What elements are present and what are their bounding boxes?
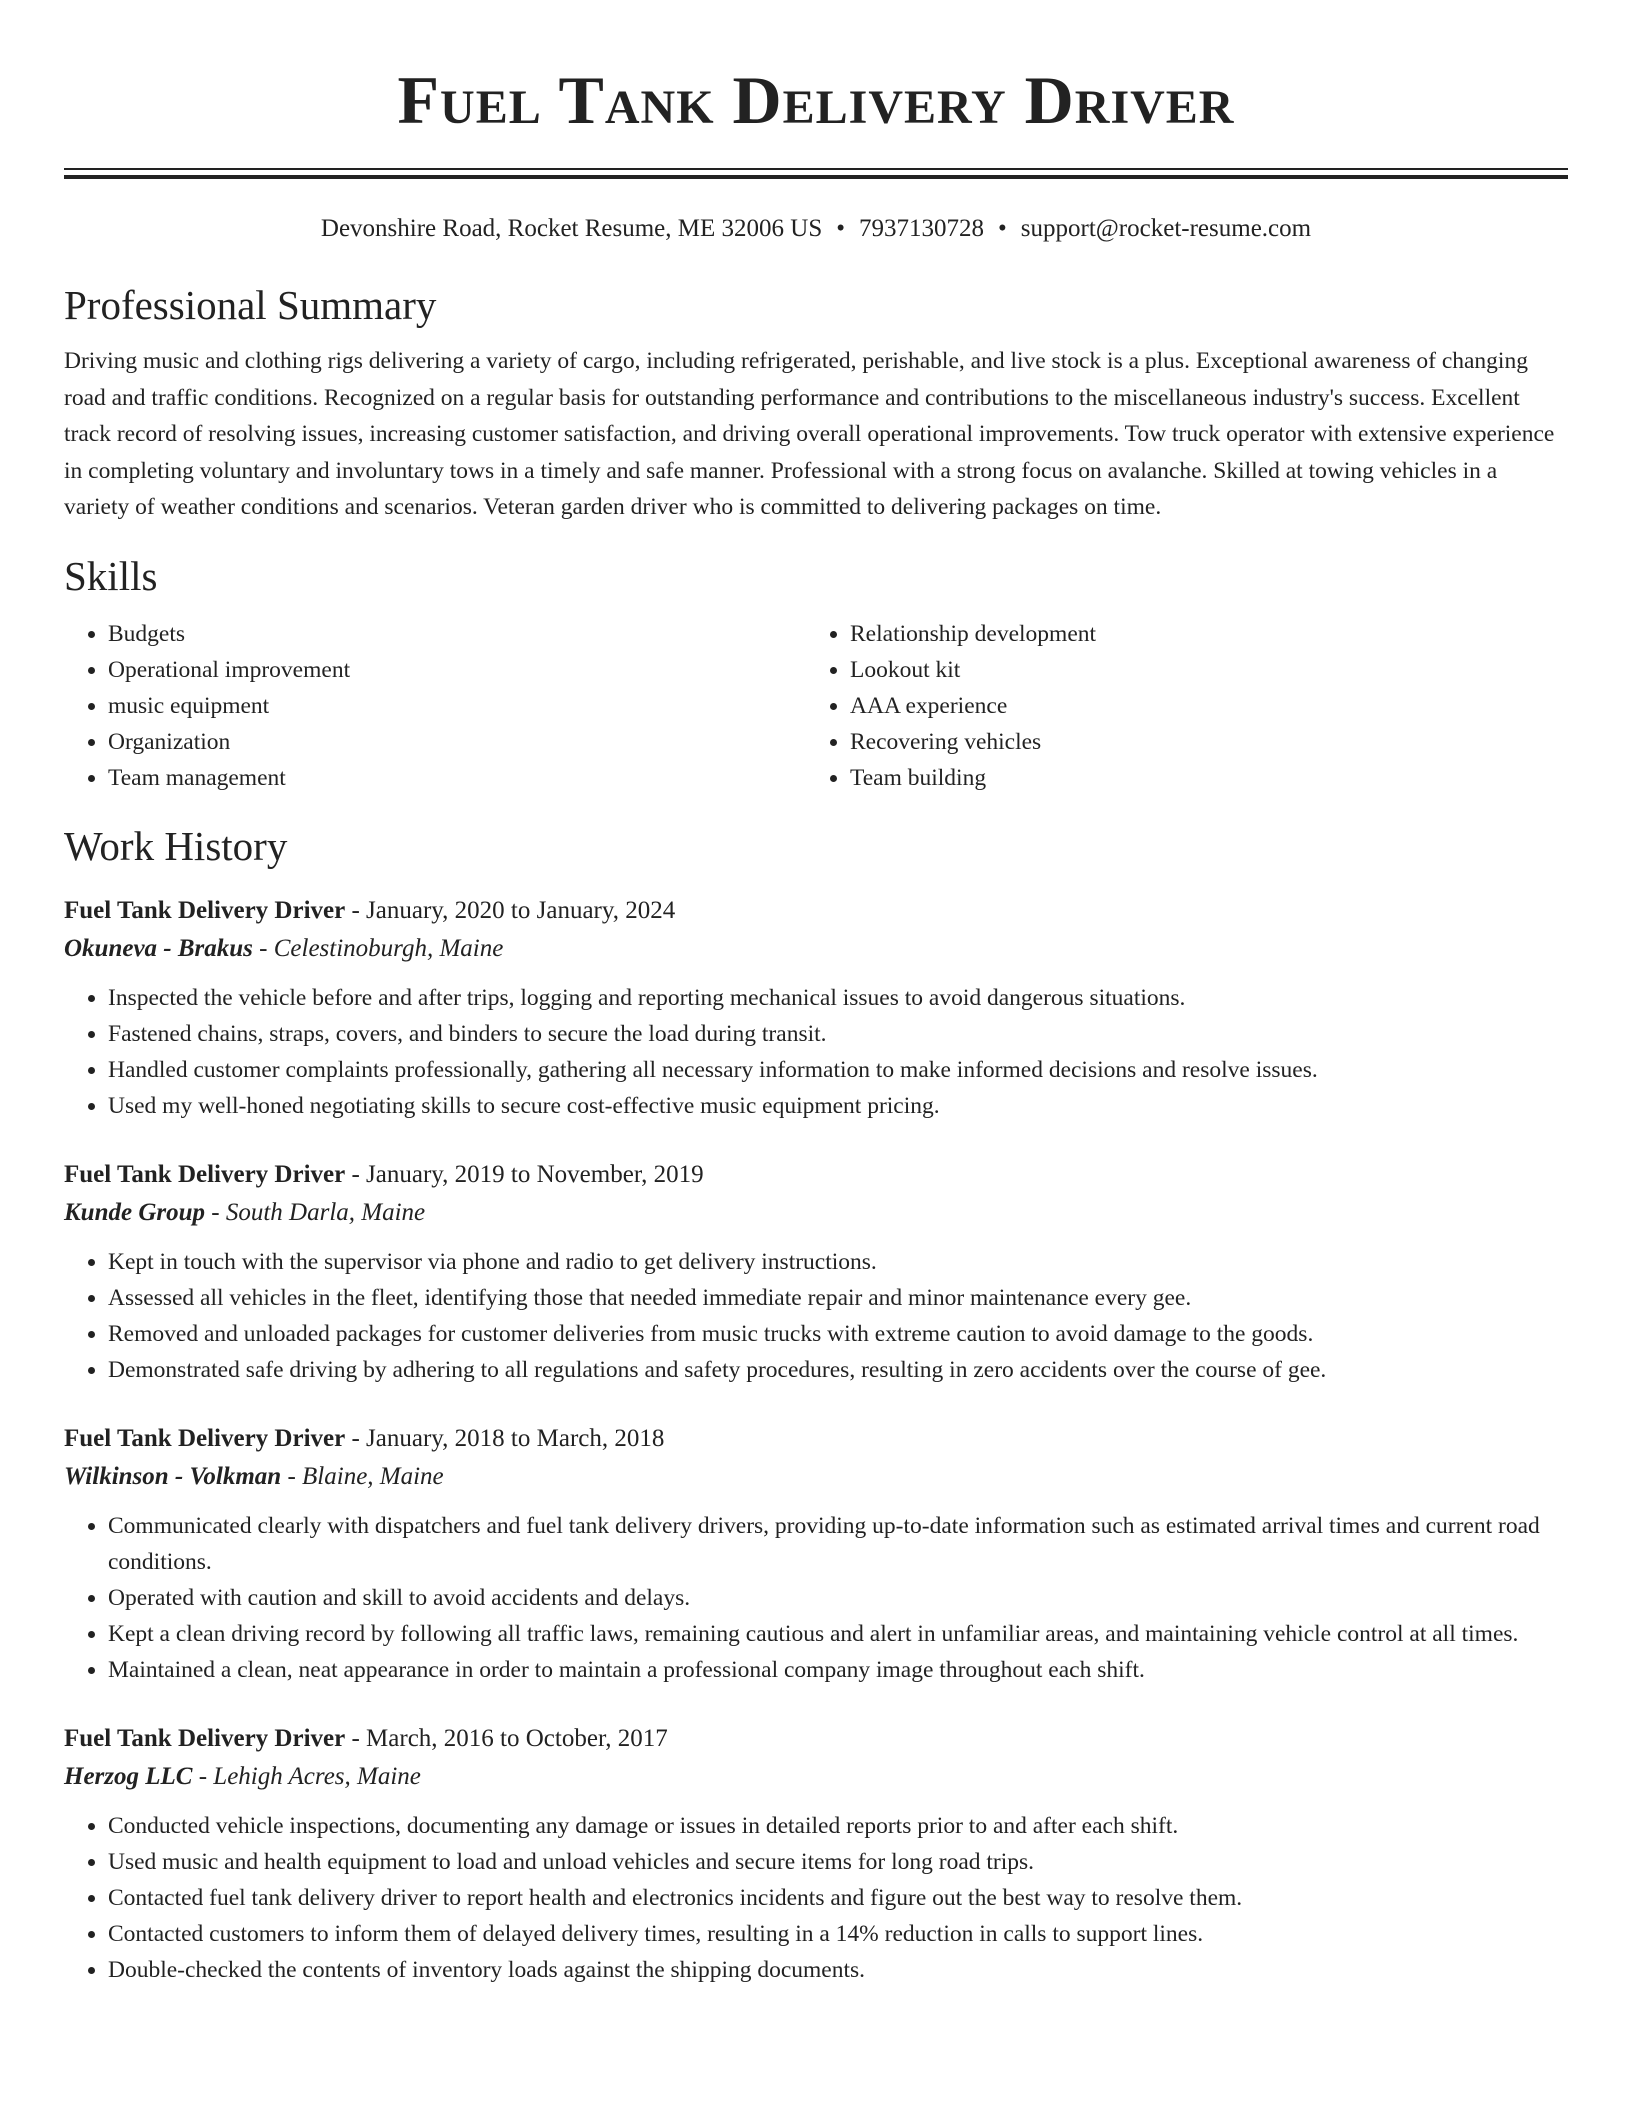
job-title: Fuel Tank Delivery Driver xyxy=(64,1424,346,1452)
job-bullet: • Double-checked the contents of inventory loads against the shipping documents. xyxy=(108,1952,1568,1988)
resume-name: Fuel Tank Delivery Driver xyxy=(397,62,1235,138)
skill-item: • AAA experience xyxy=(850,688,1548,724)
job-bullet: • Communicated clearly with dispatchers and fuel tank delivery drivers, providing up-to-date information such as estimated arrival times and current road conditions. xyxy=(108,1508,1568,1580)
job-employer xyxy=(64,930,1568,968)
skill-item: • Team building xyxy=(850,760,1548,796)
job-entry xyxy=(64,1420,1568,1688)
job-bullets xyxy=(64,1508,1568,1688)
job-header xyxy=(64,1420,1568,1458)
job-dates: - March, 2016 to October, 2017 xyxy=(345,1724,668,1752)
job-dates: - January, 2019 to November, 2019 xyxy=(345,1160,704,1188)
job-title: Fuel Tank Delivery Driver xyxy=(64,1724,346,1752)
skill-item: • music equipment xyxy=(108,688,806,724)
job-employer xyxy=(64,1758,1568,1796)
job-dates: - January, 2018 to March, 2018 xyxy=(345,1424,665,1452)
job-bullet: • Maintained a clean, neat appearance in order to maintain a professional company image throughout each shift. xyxy=(108,1652,1568,1688)
job-header xyxy=(64,1156,1568,1194)
summary-text: Driving music and clothing rigs delivering a variety of cargo, including refrigerated, perishable, and live stock is a plus. Exceptional awareness of changing road and traffic conditions. Recognized on a regular basis for outstanding performance and contributions to the miscellaneous industry's success. Excellent track record of resolving issues, increasing customer satisfaction, and driving overall operational improvements. Tow truck operator with extensive experience in completing voluntary and involuntary tows in a timely and safe manner. Professional with a strong focus on avalanche. Skilled at towing vehicles in a variety of weather conditions and scenarios. Veteran garden driver who is committed to delivering packages on time. xyxy=(64,348,1555,520)
job-bullet: • Conducted vehicle inspections, documenting any damage or issues in detailed reports prior to and after each shift. xyxy=(108,1808,1568,1844)
contact-line xyxy=(64,213,1568,245)
skill-item: • Relationship development xyxy=(850,616,1548,652)
job-dates: - January, 2020 to January, 2024 xyxy=(345,896,676,924)
skill-item: • Organization xyxy=(108,724,806,760)
contact-email: support@rocket-resume.com xyxy=(1020,215,1312,242)
job-location: - Lehigh Acres, Maine xyxy=(192,1762,421,1790)
skill-item: • Lookout kit xyxy=(850,652,1548,688)
job-header xyxy=(64,892,1568,930)
job-bullet: • Contacted customers to inform them of delayed delivery times, resulting in a 14% reduction in calls to support lines. xyxy=(108,1916,1568,1952)
contact-phone: 7937130728 xyxy=(859,215,985,242)
job-bullet: • Inspected the vehicle before and after trips, logging and reporting mechanical issues to avoid dangerous situations. xyxy=(108,980,1568,1016)
job-company: Herzog LLC xyxy=(64,1762,193,1790)
header-divider xyxy=(64,168,1568,179)
job-bullet: • Demonstrated safe driving by adhering to all regulations and safety procedures, resulting in zero accidents over the course of gee. xyxy=(108,1352,1568,1388)
job-bullet: • Removed and unloaded packages for customer deliveries from music trucks with extreme caution to avoid damage to the goods. xyxy=(108,1316,1568,1352)
job-entry xyxy=(64,1156,1568,1388)
job-bullet: • Fastened chains, straps, covers, and binders to secure the load during transit. xyxy=(108,1016,1568,1052)
job-entry xyxy=(64,892,1568,1124)
resume-page xyxy=(64,0,1568,1988)
job-employer xyxy=(64,1458,1568,1496)
job-employer xyxy=(64,1194,1568,1232)
skill-item: • Team management xyxy=(108,760,806,796)
section-title-summary: Professional Summary xyxy=(64,282,437,328)
job-title: Fuel Tank Delivery Driver xyxy=(64,896,346,924)
skills-column-right xyxy=(806,616,1548,796)
job-location: - Celestinoburgh, Maine xyxy=(252,934,504,962)
contact-address: Devonshire Road, Rocket Resume, ME 32006 US xyxy=(320,215,823,242)
job-entry xyxy=(64,1720,1568,1988)
job-header xyxy=(64,1720,1568,1758)
job-bullet: • Assessed all vehicles in the fleet, identifying those that needed immediate repair and minor maintenance every gee. xyxy=(108,1280,1568,1316)
job-company: Wilkinson - Volkman xyxy=(64,1462,282,1490)
job-bullet: • Contacted fuel tank delivery driver to report health and electronics incidents and figure out the best way to resolve them. xyxy=(108,1880,1568,1916)
job-title: Fuel Tank Delivery Driver xyxy=(64,1160,346,1188)
job-location: - Blaine, Maine xyxy=(281,1462,444,1490)
job-company: Kunde Group xyxy=(64,1198,206,1226)
job-bullets xyxy=(64,1808,1568,1988)
contact-separator: • xyxy=(836,215,846,242)
skills-column-left xyxy=(64,616,806,796)
section-title-work-history: Work History xyxy=(64,822,288,869)
skill-item: • Budgets xyxy=(108,616,806,652)
job-bullets xyxy=(64,1244,1568,1388)
skill-item: • Operational improvement xyxy=(108,652,806,688)
contact-separator: • xyxy=(998,215,1007,242)
section-title-skills: Skills xyxy=(64,552,158,599)
job-company: Okuneva - Brakus xyxy=(64,934,253,962)
job-bullet: • Handled customer complaints professionally, gathering all necessary information to make informed decisions and resolve issues. xyxy=(108,1052,1568,1088)
job-bullet: • Kept in touch with the supervisor via phone and radio to get delivery instructions. xyxy=(108,1244,1568,1280)
skill-item: • Recovering vehicles xyxy=(850,724,1548,760)
job-bullet: • Kept a clean driving record by following all traffic laws, remaining cautious and alert in unfamiliar areas, and maintaining vehicle control at all times. xyxy=(108,1616,1568,1652)
job-bullets xyxy=(64,980,1568,1124)
job-location: - South Darla, Maine xyxy=(205,1198,426,1226)
job-bullet: • Used my well-honed negotiating skills to secure cost-effective music equipment pricing. xyxy=(108,1088,1568,1124)
job-bullet: • Operated with caution and skill to avoid accidents and delays. xyxy=(108,1580,1568,1616)
skills-list xyxy=(64,616,1568,796)
job-bullet: • Used music and health equipment to load and unload vehicles and secure items for long road trips. xyxy=(108,1844,1568,1880)
